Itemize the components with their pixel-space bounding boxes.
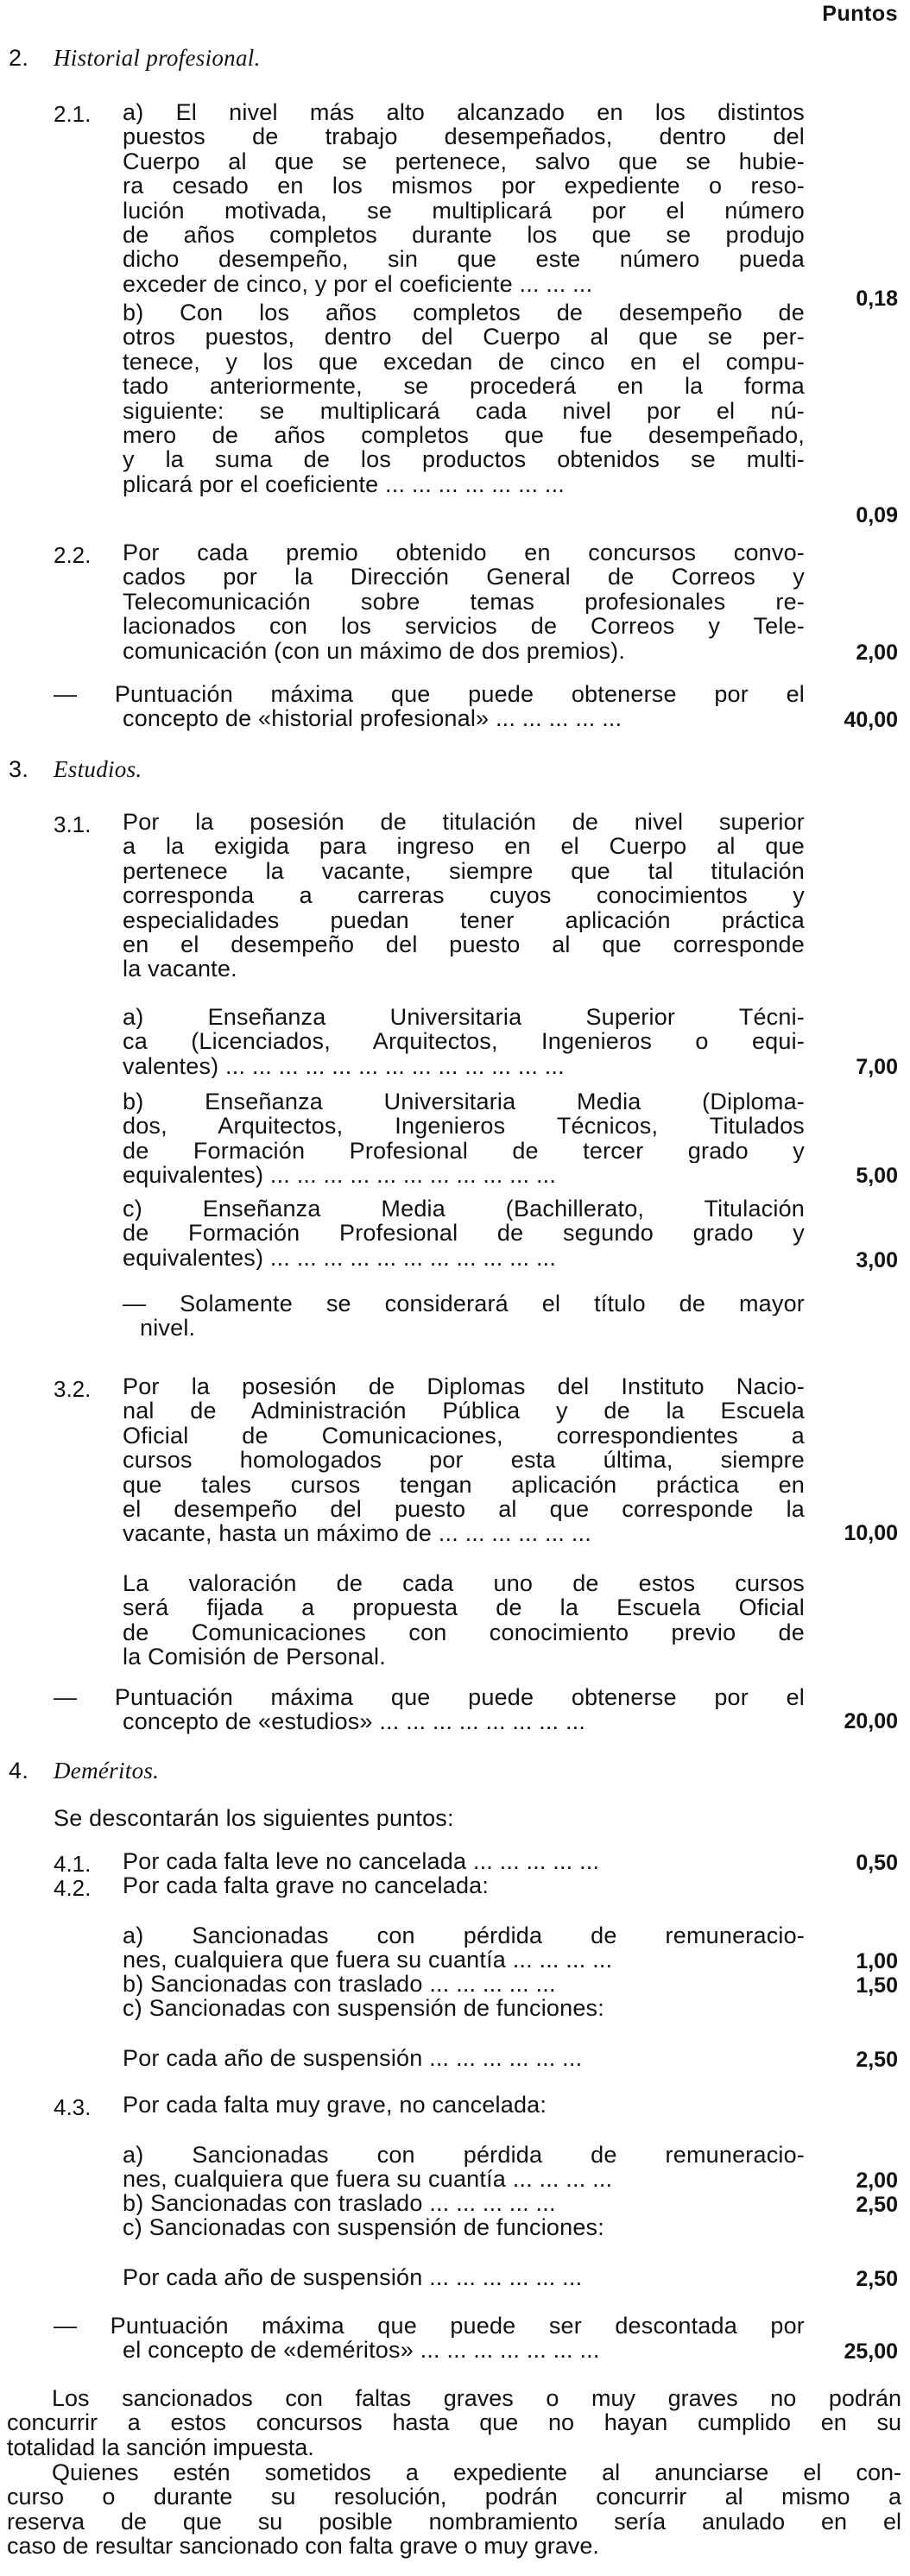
estudios-item-a: [123, 1005, 805, 1078]
text-line: pertenece la vacante, siempre que tal titulación: [123, 858, 805, 884]
text-line: plicará por el coeficiente ... ... ... ... ... ... ...: [123, 471, 566, 497]
text-line: — Puntuación máxima que puede ser descontada por: [54, 2314, 805, 2339]
text-line: especialidades puedan tener aplicación práctica: [123, 907, 805, 933]
text-line: será fijada a propuesta de la Escuela Oficial: [123, 1595, 805, 1620]
text-line: tado anteriormente, se procederá en la forma: [123, 374, 805, 399]
text-line: Cuerpo al que se pertenece, salvo que se hubie-: [123, 148, 805, 174]
points-value: 7,00: [856, 1055, 898, 1079]
demeritos-item-4-3: [123, 2093, 805, 2117]
text-line: equivalentes) ... ... ... ... ... ... ... ... ... ... ...: [123, 1245, 557, 1271]
historial-item-b: [123, 300, 805, 496]
section-number: 3.: [9, 756, 29, 782]
text-line: el concepto de «deméritos» ... ... ... ... ... ... ...: [123, 2338, 600, 2363]
historial-max-score: [54, 682, 805, 731]
text-line: concepto de «estudios» ... ... ... ... ... ... ... ...: [123, 1709, 586, 1734]
text-line: totalidad la sanción impuesta.: [7, 2434, 314, 2460]
section-estudios-heading: [9, 756, 142, 783]
historial-item-a: [123, 100, 805, 296]
text-line: vacante, hasta un máximo de ... ... ... ... ... ...: [123, 1521, 591, 1546]
item-number: 4.1.: [54, 1851, 92, 1877]
text-line: Por cada premio obtenido en concursos convo-: [123, 540, 805, 565]
text-line: b) Con los años completos de desempeño de: [123, 300, 805, 325]
text-line: La valoración de cada uno de estos cursos: [123, 1571, 805, 1596]
text-line: c) Sancionadas con suspensión de funciones:: [123, 2215, 604, 2240]
text-line: c) Sancionadas con suspensión de funciones:: [123, 1996, 604, 2021]
text-line: de Formación Profesional de segundo grado y: [123, 1221, 805, 1246]
muy-grave-item-a: [123, 2143, 805, 2192]
text-line: otros puestos, dentro del Cuerpo al que se per-: [123, 325, 805, 350]
estudios-item-b: [123, 1089, 805, 1188]
points-value: 0,50: [856, 1851, 898, 1875]
text-line: cursos homologados por esta última, siempre: [123, 1448, 805, 1473]
text-line: Quienes estén sometidos a expediente al anunciarse el con-: [52, 2459, 901, 2485]
text-line: valentes) ... ... ... ... ... ... ... ... ... ... ... ... ...: [123, 1053, 565, 1079]
text-line: mero de años completos que fue desempeñado,: [123, 423, 805, 448]
section-number: 2.: [9, 45, 29, 71]
points-value: 5,00: [856, 1164, 898, 1188]
text-line: el desempeño del puesto al que corresponde la: [123, 1497, 805, 1522]
points-value: 2,50: [856, 2048, 898, 2072]
text-line: dicho desempeño, sin que este número pueda: [123, 247, 805, 272]
estudios-note: [123, 1291, 805, 1341]
points-value: 40,00: [844, 708, 898, 732]
points-value: 20,00: [844, 1709, 898, 1733]
closing-paragraph-2: [7, 2460, 901, 2559]
text-line: corresponda a carreras cuyos conocimientos y: [123, 883, 805, 908]
text-line: nes, cualquiera que fuera su cuantía ... ... ... ...: [123, 1948, 613, 1973]
text-line: nal de Administración Pública y de la Escuela: [123, 1398, 805, 1424]
points-value: 0,18: [856, 287, 898, 311]
text-line: Por cada falta muy grave, no cancelada:: [123, 2093, 547, 2118]
text-line: Oficial de Comunicaciones, correspondientes a: [123, 1423, 805, 1449]
text-line: la Comisión de Personal.: [123, 1645, 386, 1670]
section-historial-heading: [9, 45, 261, 72]
text-line: concepto de «historial profesional» ... ... ... ... ...: [123, 706, 622, 731]
text-line: ra cesado en los mismos por expediente o reso-: [123, 174, 805, 199]
grave-item-b: [123, 1972, 805, 1996]
text-line: b) Enseñanza Universitaria Media (Diploma-: [123, 1089, 805, 1114]
text-line: curso o durante su resolución, podrán concurrir al mismo a: [7, 2484, 901, 2510]
text-line: la vacante.: [123, 957, 237, 982]
points-value: 0,09: [856, 503, 898, 527]
text-line: de Comunicaciones con conocimiento previo de: [123, 1619, 805, 1645]
text-line: de Formación Profesional de tercer grado y: [123, 1138, 805, 1164]
text-line: Por cada año de suspensión ... ... ... ... ... ...: [123, 2046, 583, 2071]
section-title: Estudios.: [54, 756, 142, 782]
grave-item-c: [123, 1996, 805, 2020]
demeritos-item-4-2: [123, 1873, 805, 1897]
text-line: — Puntuación máxima que puede obtenerse por el: [54, 1685, 805, 1710]
text-line: nivel.: [140, 1316, 196, 1341]
points-value: 10,00: [844, 1521, 898, 1545]
muy-grave-item-b: [123, 2191, 805, 2215]
points-value: 2,50: [856, 2267, 898, 2291]
text-line: — Puntuación máxima que puede obtenerse por el: [54, 682, 805, 707]
points-value: 3,00: [856, 1248, 898, 1272]
closing-paragraph-1: [7, 2386, 901, 2459]
estudios-valoracion: [123, 1571, 805, 1670]
text-line: tenece, y los que excedan de cinco en el compu-: [123, 349, 805, 375]
item-number: 3.2.: [54, 1376, 92, 1402]
text-line: exceder de cinco, y por el coeficiente ... ... ...: [123, 271, 593, 297]
text-line: — Solamente se considerará el título de mayor: [123, 1291, 805, 1316]
text-line: Por cada año de suspensión ... ... ... ... ... ...: [123, 2265, 583, 2290]
text-line: nes, cualquiera que fuera su cuantía ... ... ... ...: [123, 2167, 613, 2192]
text-line: Por la posesión de Diplomas del Instituto Nacio-: [123, 1374, 805, 1399]
text-line: Por la posesión de titulación de nivel superior: [123, 810, 805, 835]
text-line: lacionados con los servicios de Correos y Tele-: [123, 614, 805, 639]
text-line: a) El nivel más alto alcanzado en los distintos: [123, 100, 805, 125]
text-line: equivalentes) ... ... ... ... ... ... ... ... ... ... ...: [123, 1163, 557, 1188]
text-line: b) Sancionadas con traslado ... ... ... ... ...: [123, 2191, 556, 2216]
estudios-max-score: [54, 1685, 805, 1734]
points-value: 1,00: [856, 1949, 898, 1973]
text-line: en el desempeño del puesto al que corresponde: [123, 932, 805, 957]
text-line: reserva de que su posible nombramiento sería anulado en el: [7, 2508, 901, 2535]
text-line: Se descontarán los siguientes puntos:: [54, 1806, 454, 1831]
text-line: a la exigida para ingreso en el Cuerpo al que: [123, 834, 805, 859]
points-column-header: Puntos: [822, 2, 898, 26]
text-line: y la suma de los productos obtenidos se multi-: [123, 447, 805, 472]
text-line: a) Sancionadas con pérdida de remuneracio-: [123, 1923, 805, 1948]
text-line: a) Enseñanza Universitaria Superior Técni-: [123, 1005, 805, 1030]
text-line: caso de resultar sancionado con falta grave o muy grave.: [7, 2533, 599, 2560]
section-number: 4.: [9, 1758, 29, 1784]
text-line: dos, Arquitectos, Ingenieros Técnicos, Titulados: [123, 1114, 805, 1139]
text-line: Por cada falta leve no cancelada ... ... ... ... ...: [123, 1849, 600, 1874]
estudios-item-3-2: [123, 1374, 805, 1546]
estudios-item-c: [123, 1196, 805, 1270]
section-title: Deméritos.: [54, 1758, 160, 1784]
text-line: concurrir a estos concursos hasta que no hayan cumplido en su: [7, 2409, 901, 2436]
grave-item-a: [123, 1923, 805, 1973]
text-line: cados por la Dirección General de Correos y: [123, 565, 805, 590]
points-value: 2,00: [856, 2169, 898, 2193]
text-line: de años completos durante los que se produjo: [123, 223, 805, 248]
text-line: puestos de trabajo desempeñados, dentro del: [123, 124, 805, 149]
text-line: c) Enseñanza Media (Bachillerato, Titulación: [123, 1196, 805, 1222]
historial-item-2-2: [123, 540, 805, 663]
text-line: lución motivada, se multiplicará por el número: [123, 198, 805, 224]
text-line: Los sancionados con faltas graves o muy graves no podrán: [52, 2385, 901, 2411]
estudios-item-3-1: [123, 810, 805, 982]
grave-year-suspension: [123, 2046, 805, 2070]
section-demeritos-heading: [9, 1758, 159, 1784]
text-line: ca (Licenciados, Arquitectos, Ingenieros o equi-: [123, 1029, 805, 1054]
points-value: 25,00: [844, 2339, 898, 2364]
item-number: 4.2.: [54, 1875, 92, 1901]
text-line: b) Sancionadas con traslado ... ... ... ... ...: [123, 1972, 556, 1997]
demeritos-item-4-1: [123, 1849, 805, 1873]
text-line: Por cada falta grave no cancelada:: [123, 1873, 490, 1898]
text-line: a) Sancionadas con pérdida de remuneracio-: [123, 2143, 805, 2168]
points-value: 2,00: [856, 641, 898, 665]
section-title: Historial profesional.: [54, 45, 261, 71]
item-number: 3.1.: [54, 811, 92, 837]
demeritos-max-score: [54, 2314, 805, 2363]
muy-grave-year-suspension: [123, 2265, 805, 2289]
text-line: siguiente: se multiplicará cada nivel por el nú-: [123, 398, 805, 424]
text-line: Telecomunicación sobre temas profesionales re-: [123, 589, 805, 615]
points-value: 2,50: [856, 2193, 898, 2217]
item-number: 2.1.: [54, 101, 92, 127]
muy-grave-item-c: [123, 2215, 805, 2239]
item-number: 2.2.: [54, 542, 92, 568]
points-value: 1,50: [856, 1973, 898, 1998]
text-line: que tales cursos tengan aplicación práctica en: [123, 1472, 805, 1498]
item-number: 4.3.: [54, 2094, 92, 2120]
text-line: comunicación (con un máximo de dos premios).: [123, 638, 626, 664]
demeritos-intro: [54, 1806, 805, 1830]
